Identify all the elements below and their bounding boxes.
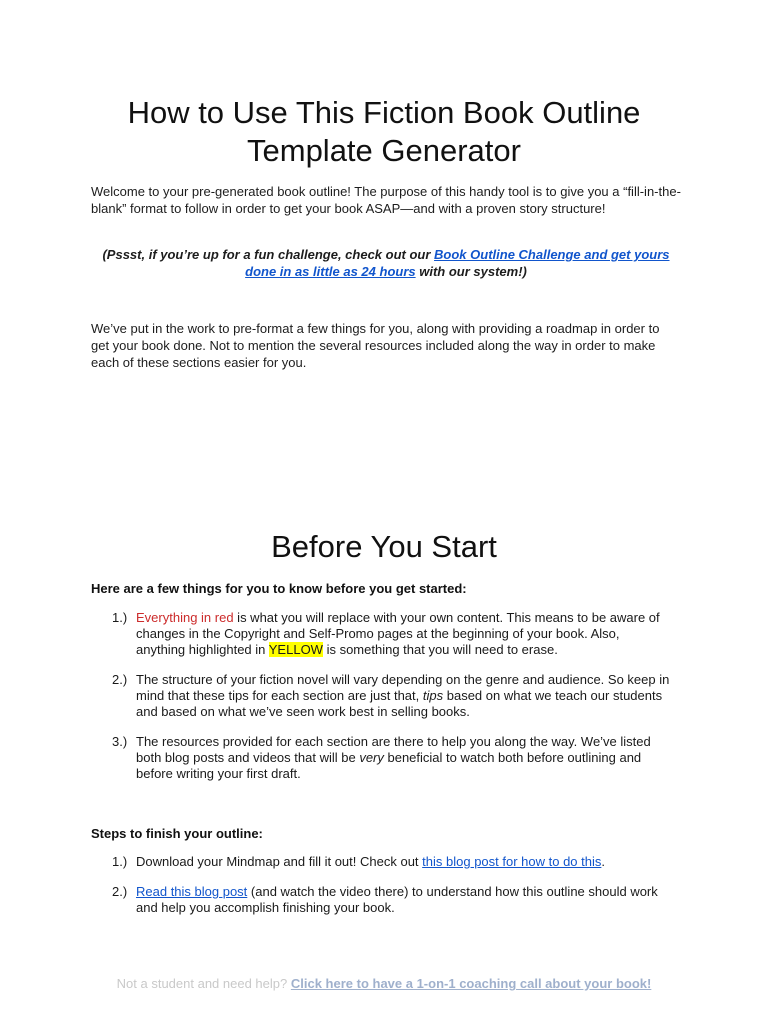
italic-text: tips	[422, 688, 444, 703]
list-item-text	[136, 610, 671, 658]
page-title-line2: Template Generator	[247, 133, 521, 168]
roadmap-paragraph: We’ve put in the work to pre-format a few things for you, along with providing a roadmap in order to get your book done. Not to mention the several resources included along the way in order to make each of these sections easier for you.	[91, 321, 660, 370]
list-text-part: The resources provided for each section are there to help you along the way. We’ve listed both blog posts and videos that will be	[136, 734, 651, 765]
before-you-start-heading: Before You Start	[271, 529, 497, 564]
list-text-part: is what you will replace with your own content. This means to be aware of changes in the Copyright and Self-Promo pages at the beginning of your book. Also, anything highlighted in	[136, 610, 660, 657]
coaching-call-link[interactable]: Click here to have a 1-on-1 coaching call about your book!	[290, 976, 652, 991]
footer-note	[60, 975, 708, 992]
intro-paragraph: Welcome to your pre-generated book outline! The purpose of this handy tool is to give you a “fill-in-the-blank” format to follow in order to get your book ASAP—and with a proven story structure!	[91, 184, 681, 216]
challenge-paragraph	[91, 246, 681, 280]
list-item-text	[136, 884, 671, 916]
list-text-part: (and watch the video there) to understand how this outline should work and help you accomplish finishing your book.	[136, 884, 658, 915]
list-text-part: Download your Mindmap and fill it out! Check out	[136, 854, 423, 869]
list-number: 3.)	[112, 734, 128, 749]
book-outline-challenge-link[interactable]: Book Outline Challenge and get yours done in as little as 24 hours	[245, 247, 670, 279]
page-title	[60, 94, 708, 170]
challenge-text-after: with our system!)	[415, 264, 527, 279]
list-text-part: is something that you will need to erase.	[322, 642, 558, 657]
list-number: 1.)	[112, 854, 128, 869]
list-number: 2.)	[112, 884, 128, 899]
read-blog-post-link[interactable]: Read this blog post	[136, 884, 248, 899]
list-text-part: based on what we teach our students and based on what we’ve seen work best in selling books.	[136, 688, 663, 719]
page-title-line1: How to Use This Fiction Book Outline	[127, 95, 641, 130]
steps-subheading: Steps to finish your outline:	[91, 826, 263, 841]
challenge-text-before: (Pssst, if you’re up for a fun challenge, check out our	[102, 247, 435, 262]
list-text-part: The structure of your fiction novel will vary depending on the genre and audience. So keep in mind that these tips for each section are just that,	[136, 672, 670, 703]
list-item-text	[136, 854, 671, 870]
list-text-part: beneficial to watch both before outlining and before writing your first draft.	[136, 750, 642, 781]
list-number: 2.)	[112, 672, 128, 687]
list-item-text	[136, 672, 671, 720]
red-text: Everything in red	[136, 610, 234, 625]
before-start-subheading: Here are a few things for you to know before you get started:	[91, 581, 467, 596]
list-item-text	[136, 734, 671, 782]
yellow-highlight-text: YELLOW	[268, 642, 323, 657]
footer-text: Not a student and need help?	[116, 976, 291, 991]
list-text-part: .	[601, 854, 605, 869]
italic-text: very	[359, 750, 384, 765]
mindmap-blog-post-link[interactable]: this blog post for how to do this	[422, 854, 602, 869]
list-number: 1.)	[112, 610, 128, 625]
